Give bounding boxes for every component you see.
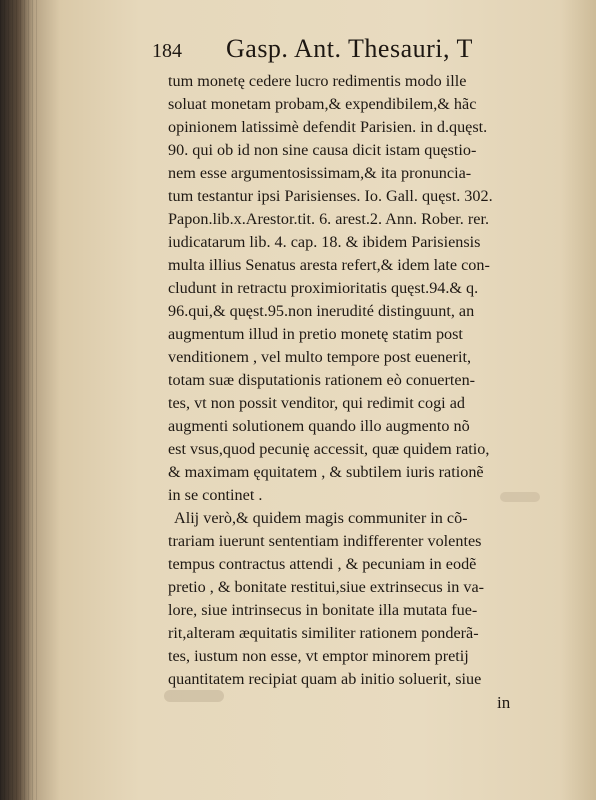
text-line: pretio , & bonitate restitui,siue extrinsecus in va- <box>168 578 485 596</box>
text-line: rit,alteram æquitatis similiter rationem ponderã- <box>168 624 479 642</box>
text-line: augmenti solutionem quando illo augmento nõ <box>168 417 470 435</box>
text-line: iudicatarum lib. 4. cap. 18. & ibidem Parisiensis <box>168 233 481 251</box>
text-line: cludunt in retractu proximioritatis quęst.94.& q. <box>168 279 479 297</box>
paragraph-start-line: Alij verò,& quidem magis communiter in cõ- <box>174 509 468 527</box>
text-line: nem esse argumentosissimam,& ita pronuncia- <box>168 164 472 182</box>
text-line: totam suæ disputationis rationem eò conuerten- <box>168 371 476 389</box>
text-line: quantitatem recipiat quam ab initio soluerit, siue <box>168 670 482 688</box>
running-head <box>152 34 512 70</box>
text-line: tes, vt non possit venditor, qui redimit cogi ad <box>168 394 465 412</box>
ink-smudge <box>164 690 224 702</box>
text-line: tempus contractus attendi , & pecuniam in eodẽ <box>168 555 477 573</box>
text-line: opinionem latissimè defendit Parisien. in d.quęst. <box>168 118 488 136</box>
bleed-through-mark <box>576 512 584 528</box>
text-line: soluat monetam probam,& expendibilem,& hãc <box>168 95 477 113</box>
text-line: augmentum illud in pretio monetę statim post <box>168 325 463 343</box>
text-line: 96.qui,& quęst.95.non inerudité distinguunt, an <box>168 302 475 320</box>
text-line: est vsus,quod pecunię accessit, quæ quidem ratio, <box>168 440 490 458</box>
text-line: tum monetę cedere lucro redimentis modo ille <box>168 72 467 90</box>
text-line: 90. qui ob id non sine causa dicit istam quęstio- <box>168 141 477 159</box>
running-head-title: Gasp. Ant. Thesauri, T <box>226 34 473 63</box>
text-line: in se continet . <box>168 486 263 504</box>
book-gutter <box>0 0 40 800</box>
bleed-through-mark <box>576 170 584 186</box>
text-line: multa illius Senatus aresta refert,& idem late con- <box>168 256 490 274</box>
text-line: venditionem , vel multo tempore post euenerit, <box>168 348 471 366</box>
text-line: lore, siue intrinsecus in bonitate illa mutata fue- <box>168 601 478 619</box>
text-line: Papon.lib.x.Arestor.tit. 6. arest.2. Ann. Rober. rer. <box>168 210 490 228</box>
ink-smudge <box>500 492 540 502</box>
text-line: tum testantur ipsi Parisienses. Io. Gall. quęst. 302. <box>168 187 493 205</box>
text-line: trariam iuerunt sententiam indifferenter volentes <box>168 532 482 550</box>
text-line: & maximam ęquitatem , & subtilem iuris rationẽ <box>168 463 484 481</box>
catchword: in <box>497 693 511 712</box>
body-text <box>168 70 540 691</box>
text-line: tes, iustum non esse, vt emptor minorem pretij <box>168 647 469 665</box>
page-number: 184 <box>152 40 182 62</box>
